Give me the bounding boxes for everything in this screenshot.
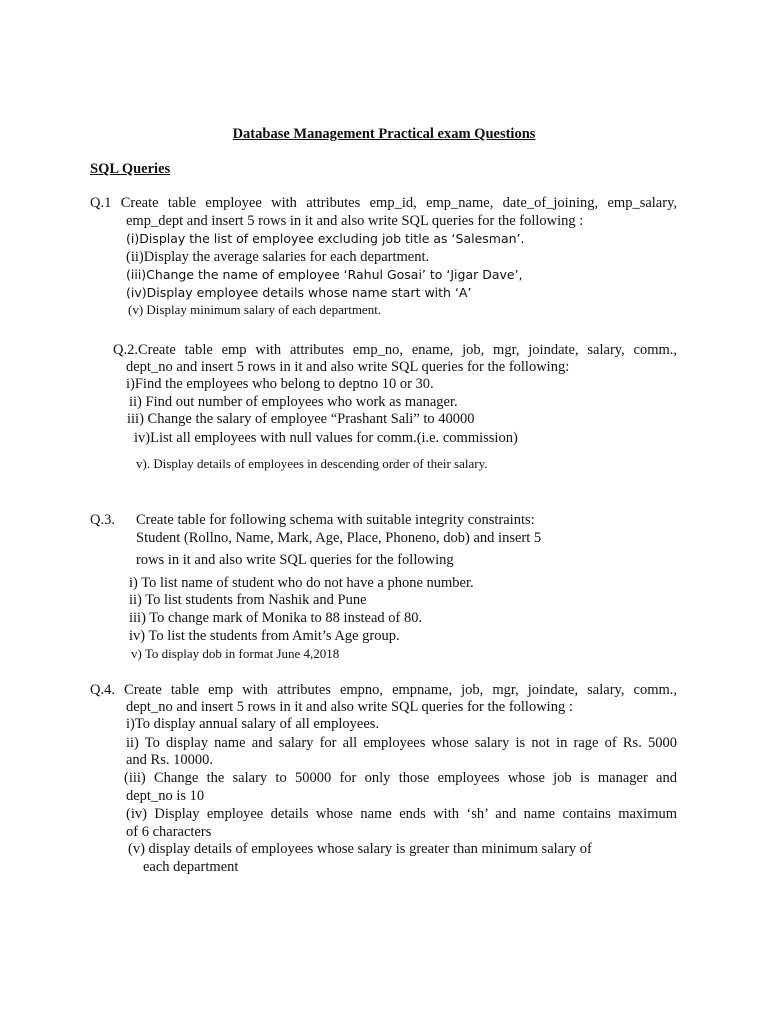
q1-item-i: (i)Display the list of employee excluding job title as ‘Salesman’. <box>126 231 525 246</box>
section-heading: SQL Queries <box>90 161 171 177</box>
q2-item-i: i)Find the employees who belong to deptno 10 or 30. <box>126 376 434 392</box>
q3-item-i: i) To list name of student who do not have a phone number. <box>129 575 474 591</box>
q4-item-iv-line-2: of 6 characters <box>126 824 212 840</box>
q4-item-iii-line-1: (iii) Change the salary to 50000 for only those employees whose job is manager and <box>124 770 677 786</box>
q3-item-ii: ii) To list students from Nashik and Pune <box>129 592 367 608</box>
q4-item-v-line-2: each department <box>143 859 239 875</box>
q3-line-3: rows in it and also write SQL queries for the following <box>136 552 454 568</box>
q2-item-ii: ii) Find out number of employees who work as manager. <box>129 394 458 410</box>
q1-item-ii: (ii)Display the average salaries for each department. <box>126 249 430 265</box>
q2-item-iv: iv)List all employees with null values for comm.(i.e. commission) <box>134 430 518 446</box>
q1-item-iii: (iii)Change the name of employee ‘Rahul Gosai’ to ‘Jigar Dave’, <box>126 267 523 282</box>
q3-item-v: v) To display dob in format June 4,2018 <box>131 646 340 661</box>
q4-line-2: dept_no and insert 5 rows in it and also write SQL queries for the following : <box>126 699 573 715</box>
q1-item-iv: (iv)Display employee details whose name start with ‘A’ <box>126 285 472 300</box>
q4-item-ii-line-1: ii) To display name and salary for all employees whose salary is not in rage of Rs. 5000 <box>126 735 677 751</box>
q3-item-iv: iv) To list the students from Amit’s Age group. <box>129 628 400 644</box>
q4-item-iii-line-2: dept_no is 10 <box>126 788 205 804</box>
q2-item-iii: iii) Change the salary of employee “Prashant Sali” to 40000 <box>127 411 475 427</box>
q3-number: Q.3. <box>90 512 115 528</box>
q2-item-v: v). Display details of employees in descending order of their salary. <box>136 456 488 471</box>
q4-line-1: Q.4. Create table emp with attributes empno, empname, job, mgr, joindate, salary, comm., <box>90 682 677 698</box>
q3-line-1: Create table for following schema with suitable integrity constraints: <box>136 512 535 528</box>
q4-item-iv-line-1: (iv) Display employee details whose name ends with ‘sh’ and name contains maximum <box>126 806 677 822</box>
q1-item-v: (v) Display minimum salary of each department. <box>128 302 382 317</box>
page-title: Database Management Practical exam Questions <box>232 126 536 142</box>
q1-line-2: emp_dept and insert 5 rows in it and also write SQL queries for the following : <box>126 213 584 229</box>
q4-item-v-line-1: (v) display details of employees whose salary is greater than minimum salary of <box>128 841 592 857</box>
q2-line-2: dept_no and insert 5 rows in it and also write SQL queries for the following: <box>126 359 570 375</box>
q3-line-2: Student (Rollno, Name, Mark, Age, Place, Phoneno, dob) and insert 5 <box>136 530 542 546</box>
q4-item-i: i)To display annual salary of all employees. <box>126 716 380 732</box>
q1-line-1: Q.1 Create table employee with attributes emp_id, emp_name, date_of_joining, emp_salary, <box>90 195 677 211</box>
q4-item-ii-line-2: and Rs. 10000. <box>126 752 213 768</box>
q2-line-1: Q.2.Create table emp with attributes emp_no, ename, job, mgr, joindate, salary, comm., <box>113 342 677 358</box>
q3-item-iii: iii) To change mark of Monika to 88 instead of 80. <box>129 610 423 626</box>
